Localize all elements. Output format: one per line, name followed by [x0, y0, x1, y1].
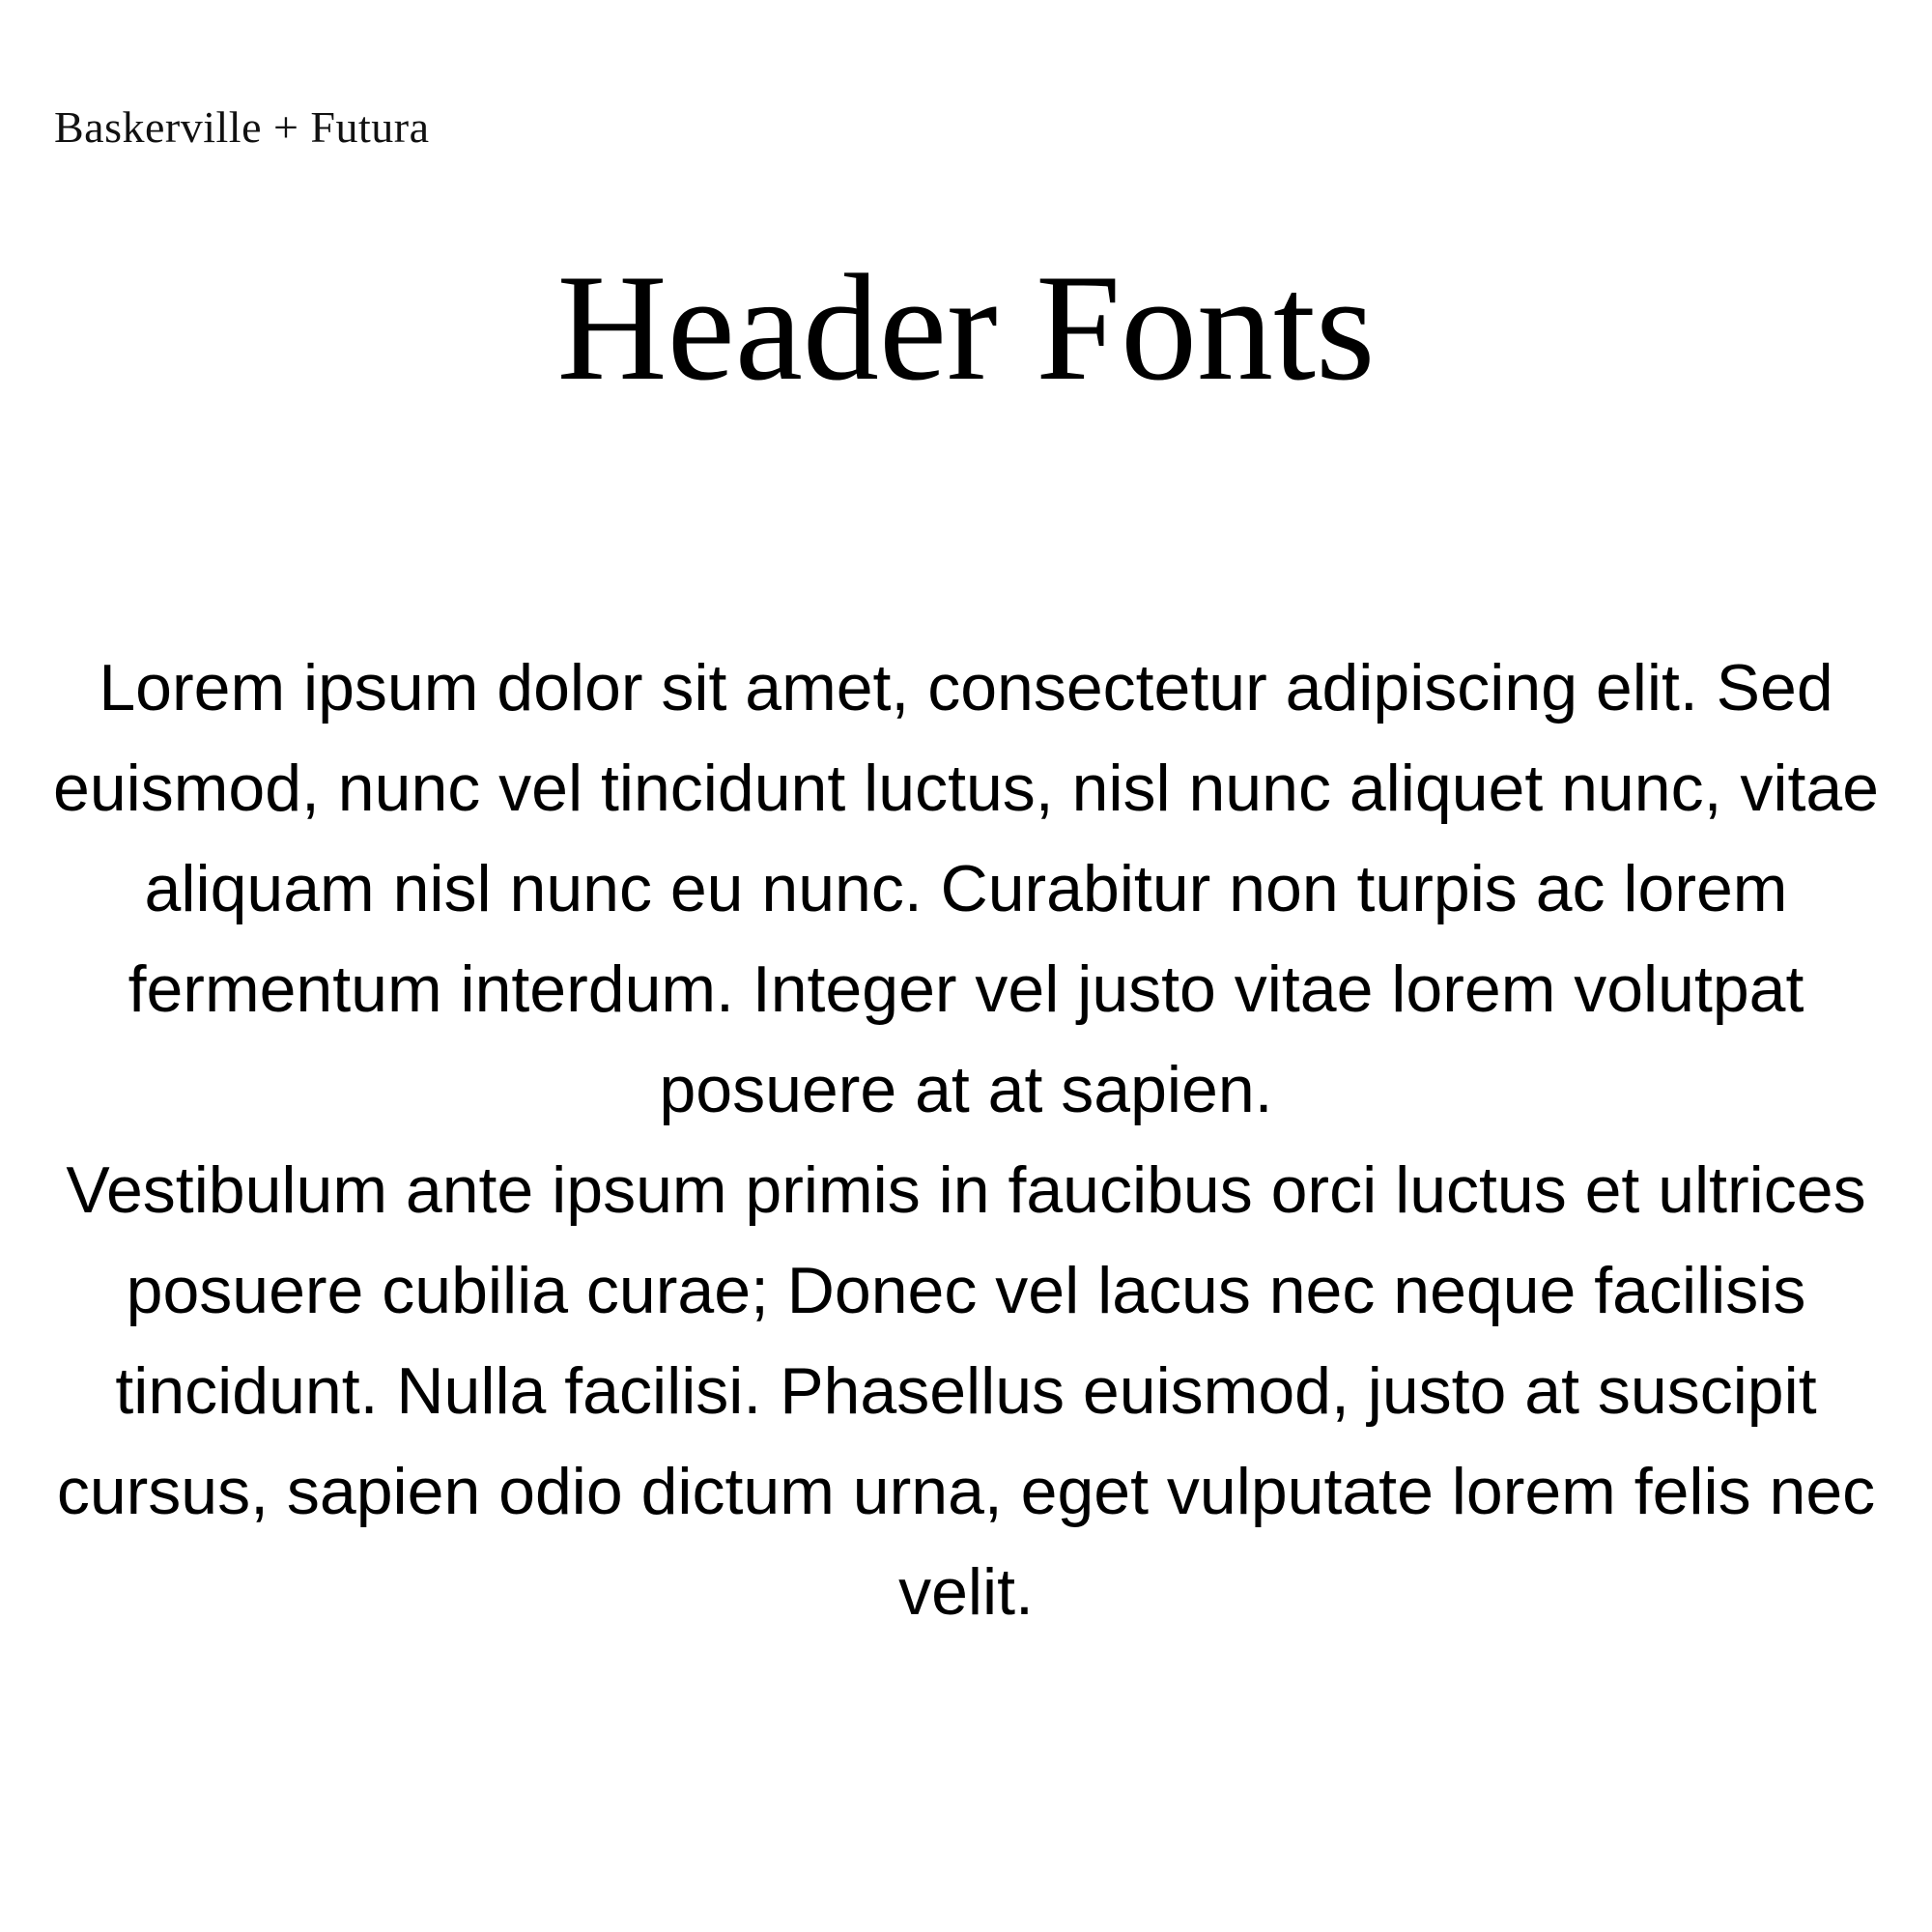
- body-copy: [10, 638, 1922, 1642]
- body-paragraph-2: Vestibulum ante ipsum primis in faucibus orci luctus et ultrices posuere cubilia curae; Donec vel lacus nec neque facilisis tincidunt. Nulla facilisi. Phasellus euismod, justo at suscipit cursus, sapien odio dictum urna, eget vulputate lorem felis nec velit.: [56, 1153, 1876, 1629]
- font-pair-label: Baskerville + Futura: [54, 102, 430, 152]
- body-paragraph-1: Lorem ipsum dolor sit amet, consectetur adipiscing elit. Sed euismod, nunc vel tincidunt luctus, nisl nunc aliquet nunc, vitae aliquam nisl nunc eu nunc. Curabitur non turpis ac lorem fermentum interdum. Integer vel justo vitae lorem volutpat posuere at at sapien.: [53, 651, 1879, 1126]
- header-title: Header Fonts: [556, 243, 1376, 412]
